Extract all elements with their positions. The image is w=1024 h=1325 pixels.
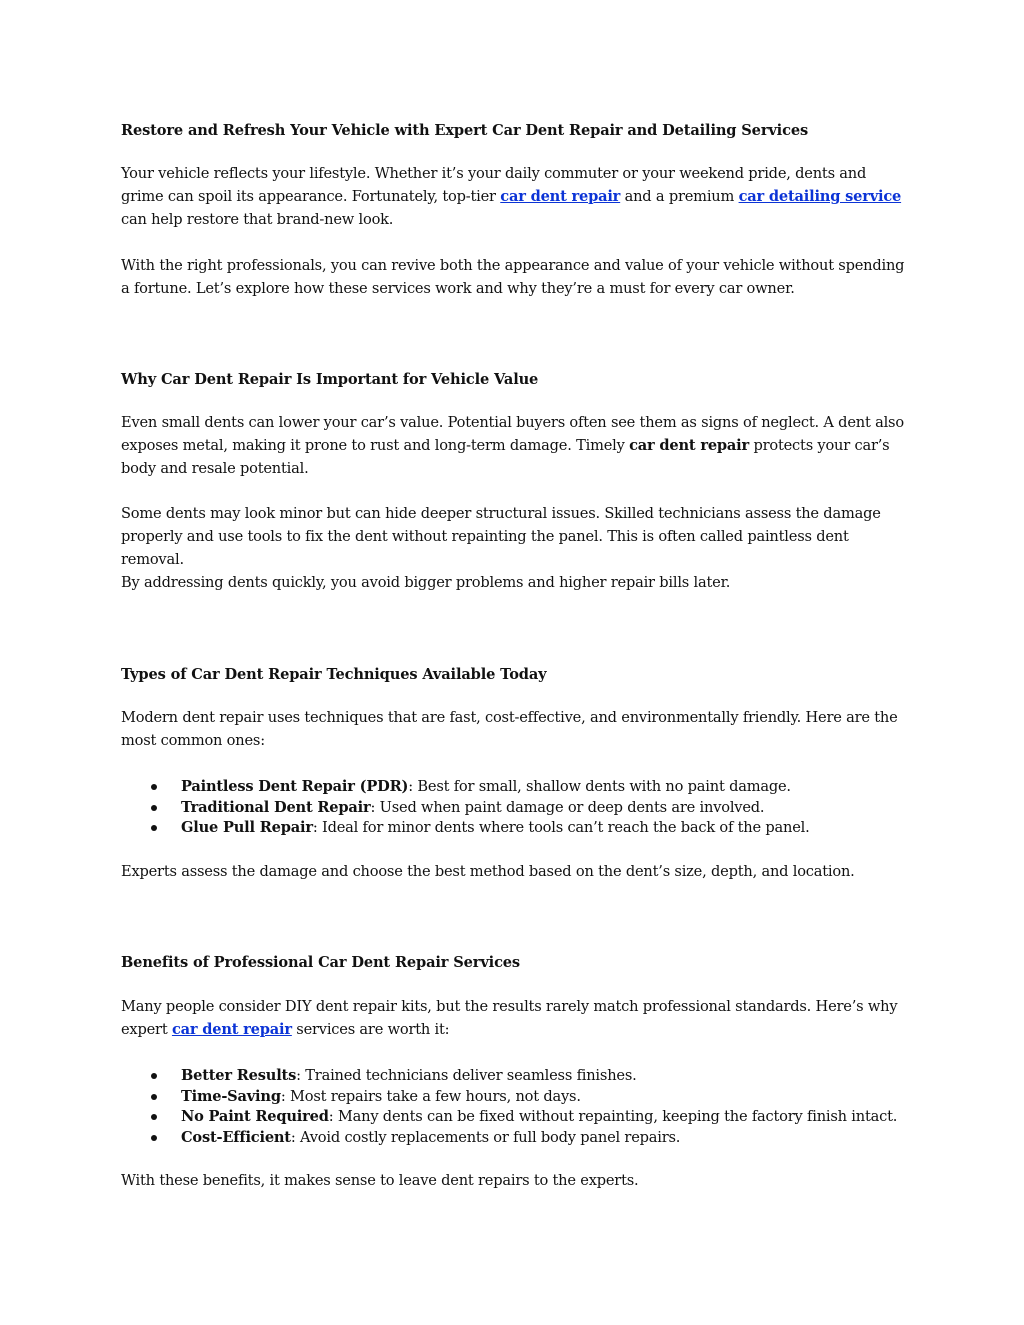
bullet-icon (151, 1073, 157, 1079)
text-span: Even small dents can lower your car’s value. Potential buyers often see them as signs of neglect. A dent also exposes metal, making it prone to rust and long-term damage. Timely (121, 414, 904, 454)
bullet-icon (151, 805, 157, 811)
section-heading-types: Types of Car Dent Repair Techniques Available Today (121, 666, 547, 683)
list-item-term: Traditional Dent Repair (181, 798, 371, 816)
section-heading-restore: Restore and Refresh Your Vehicle with Expert Car Dent Repair and Detailing Services (121, 122, 809, 139)
bullet-icon (151, 825, 157, 831)
intro-paragraph-2: With the right professionals, you can revive both the appearance and value of your vehicle without spending a fortune. Let’s explore how these services work and why they’re a must for every car owner. (121, 257, 905, 297)
benefits-list (121, 1066, 911, 1148)
list-item-term: Cost-Efficient (181, 1128, 291, 1146)
car-dent-repair-link-2[interactable]: car dent repair (171, 1021, 292, 1038)
benefits-outro-paragraph: With these benefits, it makes sense to leave dent repairs to the experts. (121, 1172, 639, 1189)
car-dent-repair-link[interactable]: car dent repair (500, 188, 621, 205)
list-item (121, 1107, 911, 1128)
importance-paragraph (121, 411, 911, 480)
list-item-term: Paintless Dent Repair (PDR) (181, 778, 409, 795)
list-item-term: Better Results (181, 1067, 297, 1084)
text-span: services are worth it: (291, 1021, 450, 1038)
car-detailing-service-link[interactable]: car detailing service (738, 188, 902, 205)
importance-paragraph-3: By addressing dents quickly, you avoid bigger problems and higher repair bills later. (121, 574, 731, 591)
list-item-desc: : Trained technicians deliver seamless finishes. (296, 1067, 637, 1084)
types-outro-paragraph: Experts assess the damage and choose the best method based on the dent’s size, depth, and location. (121, 863, 855, 880)
list-item-desc: : Most repairs take a few hours, not days. (280, 1087, 581, 1105)
text-span: protects your car’s body and resale potential. (121, 437, 890, 477)
list-item-desc: : Avoid costly replacements or full body panel repairs. (290, 1128, 681, 1146)
list-item-term: Glue Pull Repair (181, 819, 313, 836)
importance-paragraph-2: Some dents may look minor but can hide deeper structural issues. Skilled technicians assess the damage properly and use tools to fix the dent without repainting the panel. This is often called paintless dent removal. (121, 505, 881, 568)
list-item (121, 798, 911, 819)
list-item-term: No Paint Required (181, 1108, 329, 1125)
text-span: can help restore that brand-new look. (121, 211, 394, 228)
bullet-icon (151, 784, 157, 790)
list-item-desc: : Best for small, shallow dents with no paint damage. (408, 778, 791, 795)
text-span: Many people consider DIY dent repair kits, but the results rarely match professional standards. Here’s why expert (121, 998, 898, 1038)
benefits-intro-paragraph (121, 995, 911, 1041)
section-heading-importance: Why Car Dent Repair Is Important for Vehicle Value (121, 371, 539, 388)
list-item-desc: : Many dents can be fixed without repainting, keeping the factory finish intact. (328, 1108, 898, 1125)
bold-term: car dent repair (629, 437, 750, 454)
intro-paragraph (121, 162, 911, 231)
list-item-desc: : Ideal for minor dents where tools can’t reach the back of the panel. (312, 819, 810, 836)
list-item (121, 1066, 911, 1087)
list-item-desc: : Used when paint damage or deep dents are involved. (370, 798, 765, 816)
bullet-icon (151, 1114, 157, 1120)
text-span: Your vehicle reflects your lifestyle. Whether it’s your daily commuter or your weekend pride, dents and grime can spoil its appearance. Fortunately, top-tier (121, 165, 867, 205)
list-item (121, 818, 911, 839)
bullet-icon (151, 1094, 157, 1100)
list-item (121, 777, 911, 798)
list-item-term: Time-Saving (181, 1087, 281, 1105)
techniques-list (121, 777, 911, 839)
bullet-icon (151, 1135, 157, 1141)
section-heading-benefits: Benefits of Professional Car Dent Repair Services (121, 954, 521, 971)
list-item (121, 1087, 911, 1108)
list-item (121, 1128, 911, 1149)
text-span: and a premium (620, 188, 739, 205)
types-intro-paragraph: Modern dent repair uses techniques that are fast, cost-effective, and environmentally friendly. Here are the most common ones: (121, 709, 898, 749)
